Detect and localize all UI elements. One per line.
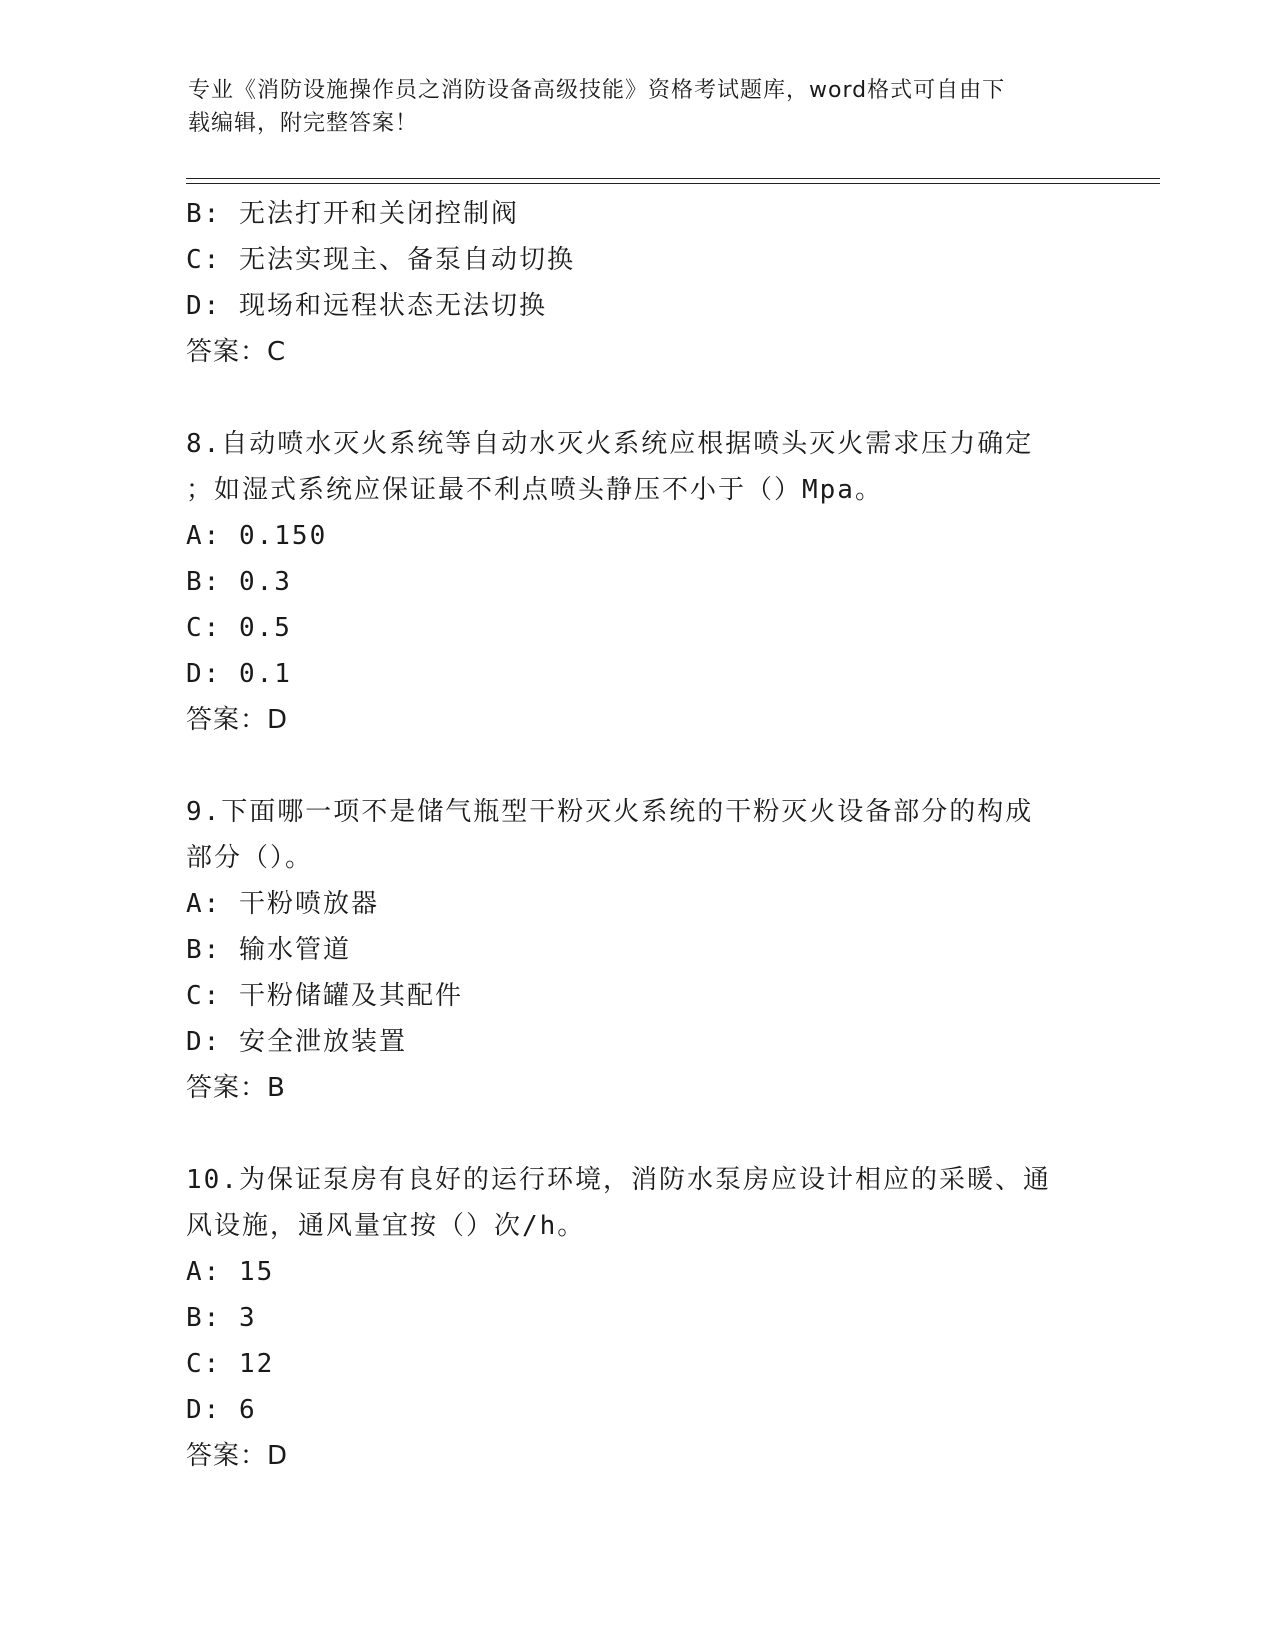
option-a: A: 15 [186,1257,275,1287]
option-c: C: 12 [186,1349,275,1379]
option-b: B: 无法打开和关闭控制阀 [186,199,519,229]
answer-line: 答案：D [186,705,289,735]
question-7-tail [186,191,1086,375]
question-9 [186,789,1086,1111]
option-a: A: 0.150 [186,521,328,551]
question-8 [186,421,1086,743]
question-stem: 9.下面哪一项不是储气瓶型干粉灭火系统的干粉灭火设备部分的构成 [186,797,1034,827]
question-10 [186,1157,1086,1479]
option-c: C: 无法实现主、备泵自动切换 [186,245,575,275]
question-stem-cont: 部分（）。 [186,843,314,873]
option-d: D: 现场和远程状态无法切换 [186,291,547,321]
spacer [186,743,1086,789]
answer-line: 答案：C [186,337,287,367]
header-rule-top [186,178,1160,179]
spacer [186,1111,1086,1157]
header-rule-bottom [186,183,1160,184]
option-c: C: 0.5 [186,613,292,643]
question-stem-cont: 风设施，通风量宜按（）次/h。 [186,1211,586,1241]
option-c: C: 干粉储罐及其配件 [186,981,463,1011]
option-b: B: 0.3 [186,567,292,597]
option-b: B: 输水管道 [186,935,351,965]
answer-line: 答案：B [186,1073,286,1103]
document-header [188,74,1088,140]
question-stem-cont: ；如湿式系统应保证最不利点喷头静压不小于（）Mpa。 [186,475,883,505]
question-stem: 10.为保证泵房有良好的运行环境，消防水泵房应设计相应的采暖、通 [186,1165,1051,1195]
header-line-1: 专业《消防设施操作员之消防设备高级技能》资格考试题库，word格式可自由下 [188,78,1006,103]
spacer [186,375,1086,421]
option-a: A: 干粉喷放器 [186,889,379,919]
header-line-2: 载编辑，附完整答案！ [188,111,419,136]
option-d: D: 0.1 [186,659,292,689]
answer-line: 答案：D [186,1441,289,1471]
option-b: B: 3 [186,1303,257,1333]
question-list [186,191,1086,1479]
option-d: D: 6 [186,1395,257,1425]
option-d: D: 安全泄放装置 [186,1027,407,1057]
question-stem: 8.自动喷水灭火系统等自动水灭火系统应根据喷头灭火需求压力确定 [186,429,1034,459]
